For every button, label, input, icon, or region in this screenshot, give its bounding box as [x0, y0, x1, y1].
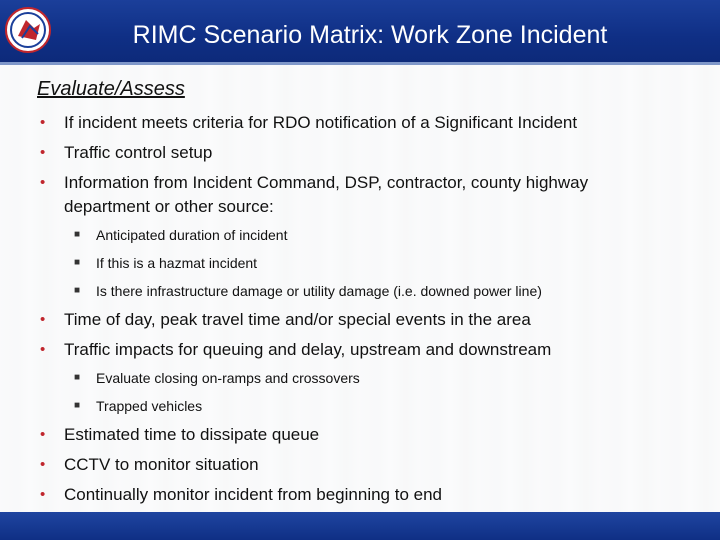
bullet-icon: •	[40, 311, 46, 328]
slide-title: RIMC Scenario Matrix: Work Zone Incident	[132, 21, 608, 49]
bullet-icon: •	[40, 456, 46, 473]
bullet-icon: •	[40, 426, 46, 443]
square-bullet-icon: ■	[74, 372, 81, 383]
bullet-icon: •	[40, 174, 46, 191]
section-heading: Evaluate/Assess	[37, 78, 185, 100]
bullet-icon: •	[40, 341, 46, 358]
square-bullet-icon: ■	[74, 257, 81, 268]
bullet-icon: •	[40, 114, 46, 131]
square-bullet-icon: ■	[74, 400, 81, 411]
square-bullet-icon: ■	[74, 285, 81, 296]
footer-bar	[0, 512, 720, 540]
bullet-icon: •	[40, 486, 46, 503]
bullet-icon: •	[40, 144, 46, 161]
bullet-list: • If incident meets criteria for RDO notification of a Significant Incident • Traffic control setup • Information from Incident Command, DSP, contractor, county highway department or other source: ■ Anticipated duration of incident ■ If this is a hazmat incident ■ Is there infrastructure damage or utility damage (i.e. downed power line) • Time of day, peak travel time and/or special events in the area • Traffic impacts for queuing and delay, upstream and downstream ■ Evaluate closing on-ramps and crossovers ■ Trapped vehicles • Estimated time to dissipate queue • CCTV to monitor situation • Continually monitor incident from beginning to end	[0, 0, 720, 520]
square-bullet-icon: ■	[74, 229, 81, 240]
